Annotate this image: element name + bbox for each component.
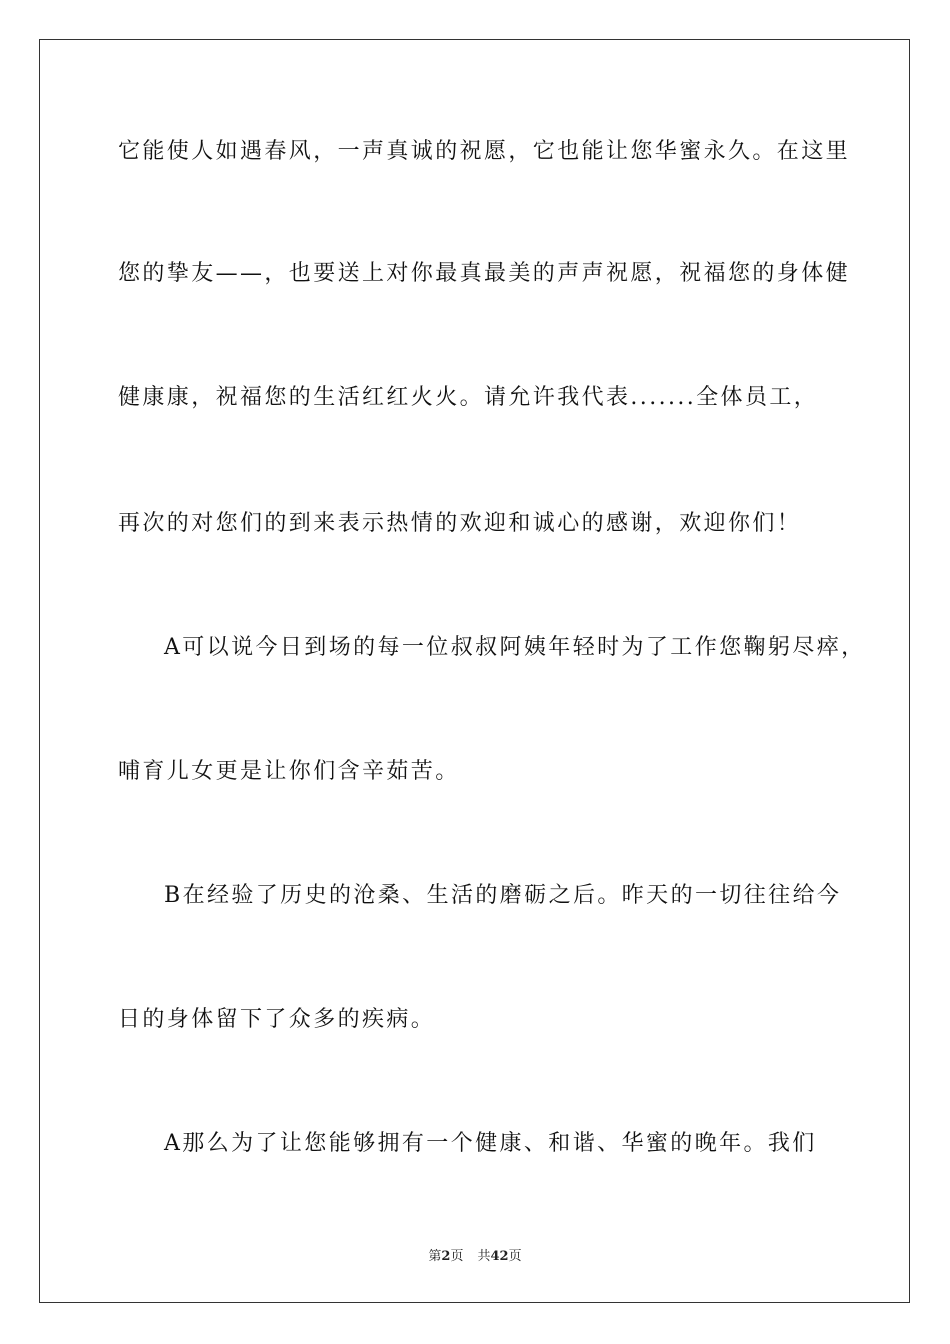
page-border (39, 39, 910, 1303)
paragraph-a1-line-1: A可以说今日到场的每一位叔叔阿姨年轻时为了工作您鞠躬尽瘁， (164, 635, 866, 660)
body-line-1: 它能使人如遇春风，一声真诚的祝愿，它也能让您华蜜永久。在这里 (118, 139, 851, 164)
body-line-4: 再次的对您们的到来表示热情的欢迎和诚心的感谢，欢迎你们！ (118, 511, 802, 536)
total-suffix: 页 (508, 1249, 522, 1264)
paragraph-a1-line-2: 哺育儿女更是让你们含辛茹苦。 (118, 759, 460, 784)
page-number: 2 (441, 1249, 451, 1264)
body-line-2: 您的挚友——，也要送上对你最真最美的声声祝愿，祝福您的身体健 (118, 261, 851, 286)
paragraph-a2-line-1: A那么为了让您能够拥有一个健康、和谐、华蜜的晚年。我们 (164, 1131, 817, 1156)
page-footer (0, 1249, 950, 1265)
page-suffix: 页 (450, 1249, 464, 1264)
total-pages: 42 (490, 1249, 509, 1264)
paragraph-b-line-1: B在经验了历史的沧桑、生活的磨砺之后。昨天的一切往往给今 (164, 883, 842, 908)
paragraph-b-line-2: 日的身体留下了众多的疾病。 (118, 1007, 436, 1032)
page-prefix: 第 (428, 1249, 442, 1264)
body-line-3: 健康康，祝福您的生活红红火火。请允许我代表.......全体员工， (118, 385, 819, 410)
total-prefix: 共 (477, 1249, 491, 1264)
